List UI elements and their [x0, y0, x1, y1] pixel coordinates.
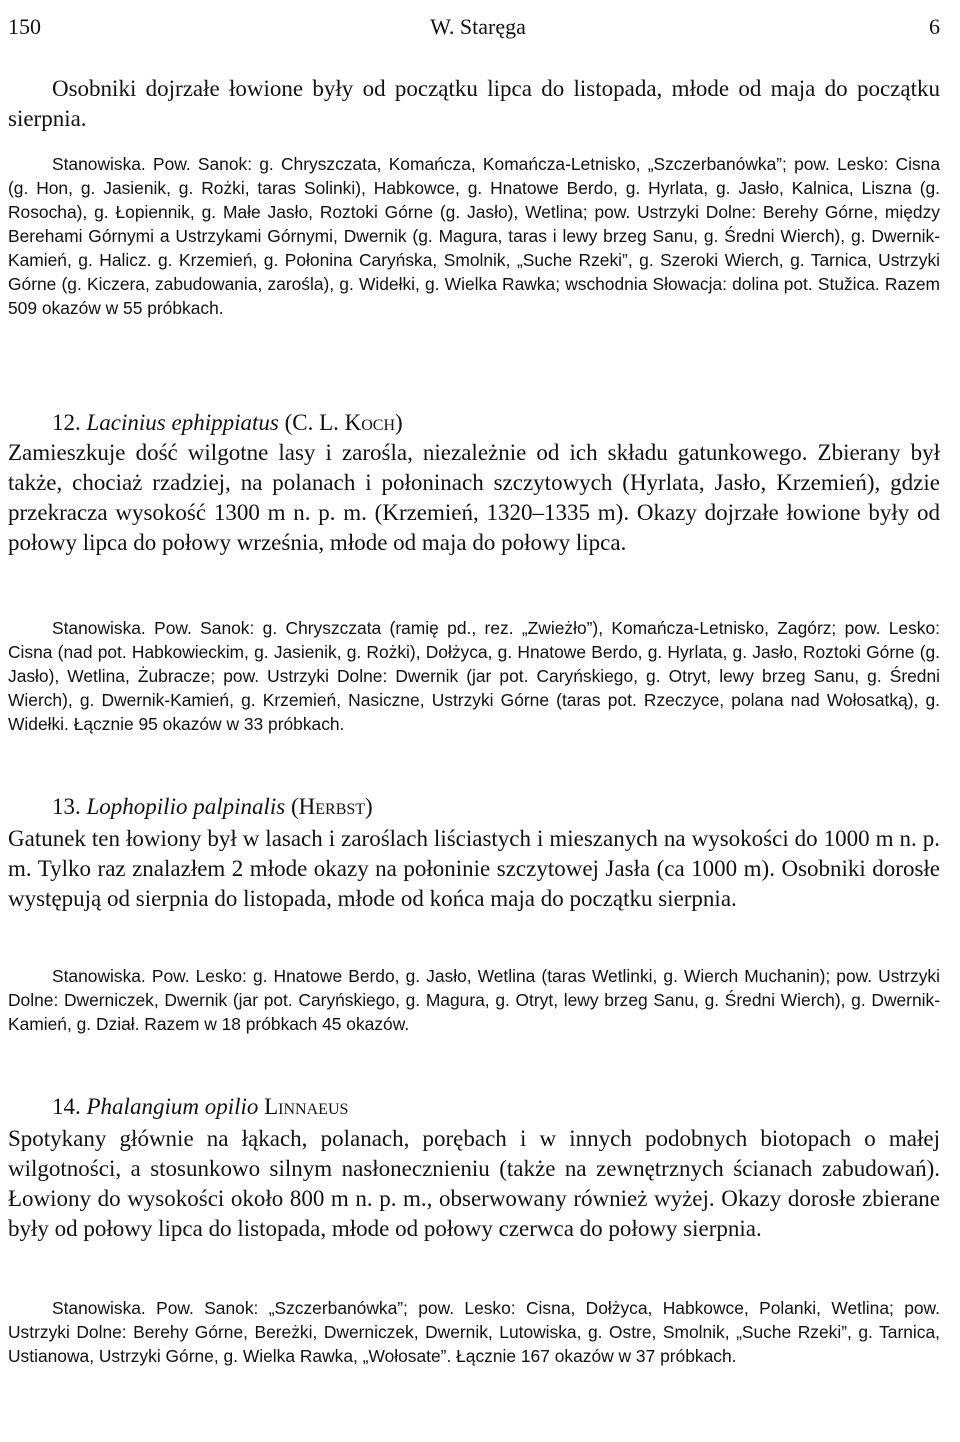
- page-header: [8, 12, 948, 42]
- species-name: Lacinius ephippiatus: [86, 410, 279, 435]
- species-number: 12.: [52, 410, 81, 435]
- species-description: Zamieszkuje dość wilgotne lasy i zarośla, niezależnie od ich składu gatunkowego. Zbierany był także, chociaż rzadziej, na polanach i połoninach szczytowych (Hyrlata, Jasło, Krzemień), gdzie przekracza wysokość 1300 m n. p. m. (Krzemień, 1320–1335 m). Okazy dojrzałe łowione były od połowy lipca do połowy września, młode od maja do połowy lipca.: [8, 440, 940, 555]
- running-head: W. Staręga: [430, 14, 526, 39]
- species-number: 14.: [52, 1094, 81, 1119]
- intro-paragraph: Osobniki dojrzałe łowione były od początku lipca do listopada, młode od maja do początku sierpnia.: [8, 76, 940, 131]
- document-page: [8, 0, 948, 1442]
- species-heading-12: [52, 408, 403, 438]
- section-number: 6: [929, 14, 940, 39]
- species-localities: Stanowiska. Pow. Sanok: „Szczerbanówka”; pow. Lesko: Cisna, Dołżyca, Habkowce, Polanki, Wetlina; pow. Ustrzyki Dolne: Berehy Górne, Bereżki, Dwerniczek, Dwernik, Lutowiska, g. Ostre, Smolnik, „Suche Rzeki”, g. Tarnica, Ustianowa, Ustrzyki Górne, g. Wielka Rawka, „Wołosate”. Łącznie 167 okazów w 37 próbkach.: [8, 1298, 940, 1366]
- species-heading-13: [52, 792, 373, 822]
- species-number: 13.: [52, 794, 81, 819]
- species-localities: Stanowiska. Pow. Sanok: g. Chryszczata (ramię pd., rez. „Zwieżło”), Komańcza-Letnisko, Zagórz; pow. Lesko: Cisna (nad pot. Habkowieckim, g. Jasienik, g. Rożki), Dołżyca, g. Hnatowe Berdo, g. Hyrlata, g. Jasło, Roztoki Górne (g. Jasło), Wetlina, Żubracze; pow. Ustrzyki Dolne: Dwernik (jar pot. Caryńskiego, g. Otryt, lewy brzeg Sanu, g. Średni Wierch), g. Dwernik-Kamień, g. Krzemień, Nasiczne, Ustrzyki Górne (taras pot. Rzeczyce, polana nad Wołosatką), g. Widełki. Łącznie 95 okazów w 33 próbkach.: [8, 618, 940, 734]
- species-name: Lophopilio palpinalis: [86, 794, 286, 819]
- species-localities: Stanowiska. Pow. Lesko: g. Hnatowe Berdo, g. Jasło, Wetlina (taras Wetlinki, g. Wierch Muchanin); pow. Ustrzyki Dolne: Dwerniczek, Dwernik (jar pot. Caryńskiego, g. Magura, g. Otryt, lewy brzeg Sanu, g. Średni Wierch), g. Dwernik-Kamień, g. Dział. Razem w 18 próbkach 45 okazów.: [8, 966, 940, 1034]
- intro-localities: Stanowiska. Pow. Sanok: g. Chryszczata, Komańcza, Komańcza-Letnisko, „Szczerbanówka”; pow. Lesko: Cisna (g. Hon, g. Jasienik, g. Rożki, taras Solinki), Habkowce, g. Hnatowe Berdo, g. Hyrlata, g. Jasło, Kalnica, Liszna (g. Rosocha), g. Łopiennik, g. Małe Jasło, Roztoki Górne (g. Jasło), Wetlina; pow. Ustrzyki Dolne: Berehy Górne, między Berehami Górnymi a Ustrzykami Górnymi, Dwernik (g. Magura, taras i lewy brzeg Sanu, g. Średni Wierch), g. Dwernik-Kamień, g. Halicz. g. Krzemień, g. Połonina Caryńska, Smolnik, „Suche Rzeki”, g. Szeroki Wierch, g. Tarnica, Ustrzyki Górne (g. Kiczera, zabudowania, zarośla), g. Widełki, g. Wielka Rawka; wschodnia Słowacja: dolina pot. Stužica. Razem 509 okazów w 55 próbkach.: [8, 154, 940, 318]
- species-author: (C. L. Koch): [284, 410, 403, 435]
- species-description: Spotykany głównie na łąkach, polanach, porębach i w innych podobnych biotopach o małej wilgotności, a stosunkowo silnym nasłonecznieniu (także na zewnętrznych ścianach zabudowań). Łowiony do wysokości około 800 m n. p. m., obserwowany również wyżej. Okazy dorosłe zbierane były od połowy lipca do listopada, młode od połowy czerwca do połowy sierpnia.: [8, 1126, 940, 1241]
- species-author: (Herbst): [290, 794, 373, 819]
- species-heading-14: [52, 1092, 348, 1122]
- page-number: 150: [8, 14, 41, 39]
- species-name: Phalangium opilio: [86, 1094, 259, 1119]
- species-author: Linnaeus: [264, 1094, 349, 1119]
- species-description: Gatunek ten łowiony był w lasach i zaroślach liściastych i mieszanych na wysokości do 1000 m n. p. m. Tylko raz znalazłem 2 młode okazy na połoninie szczytowej Jasła (ca 1000 m). Osobniki dorosłe występują od sierpnia do listopada, młode od końca maja do początku sierpnia.: [8, 826, 940, 911]
